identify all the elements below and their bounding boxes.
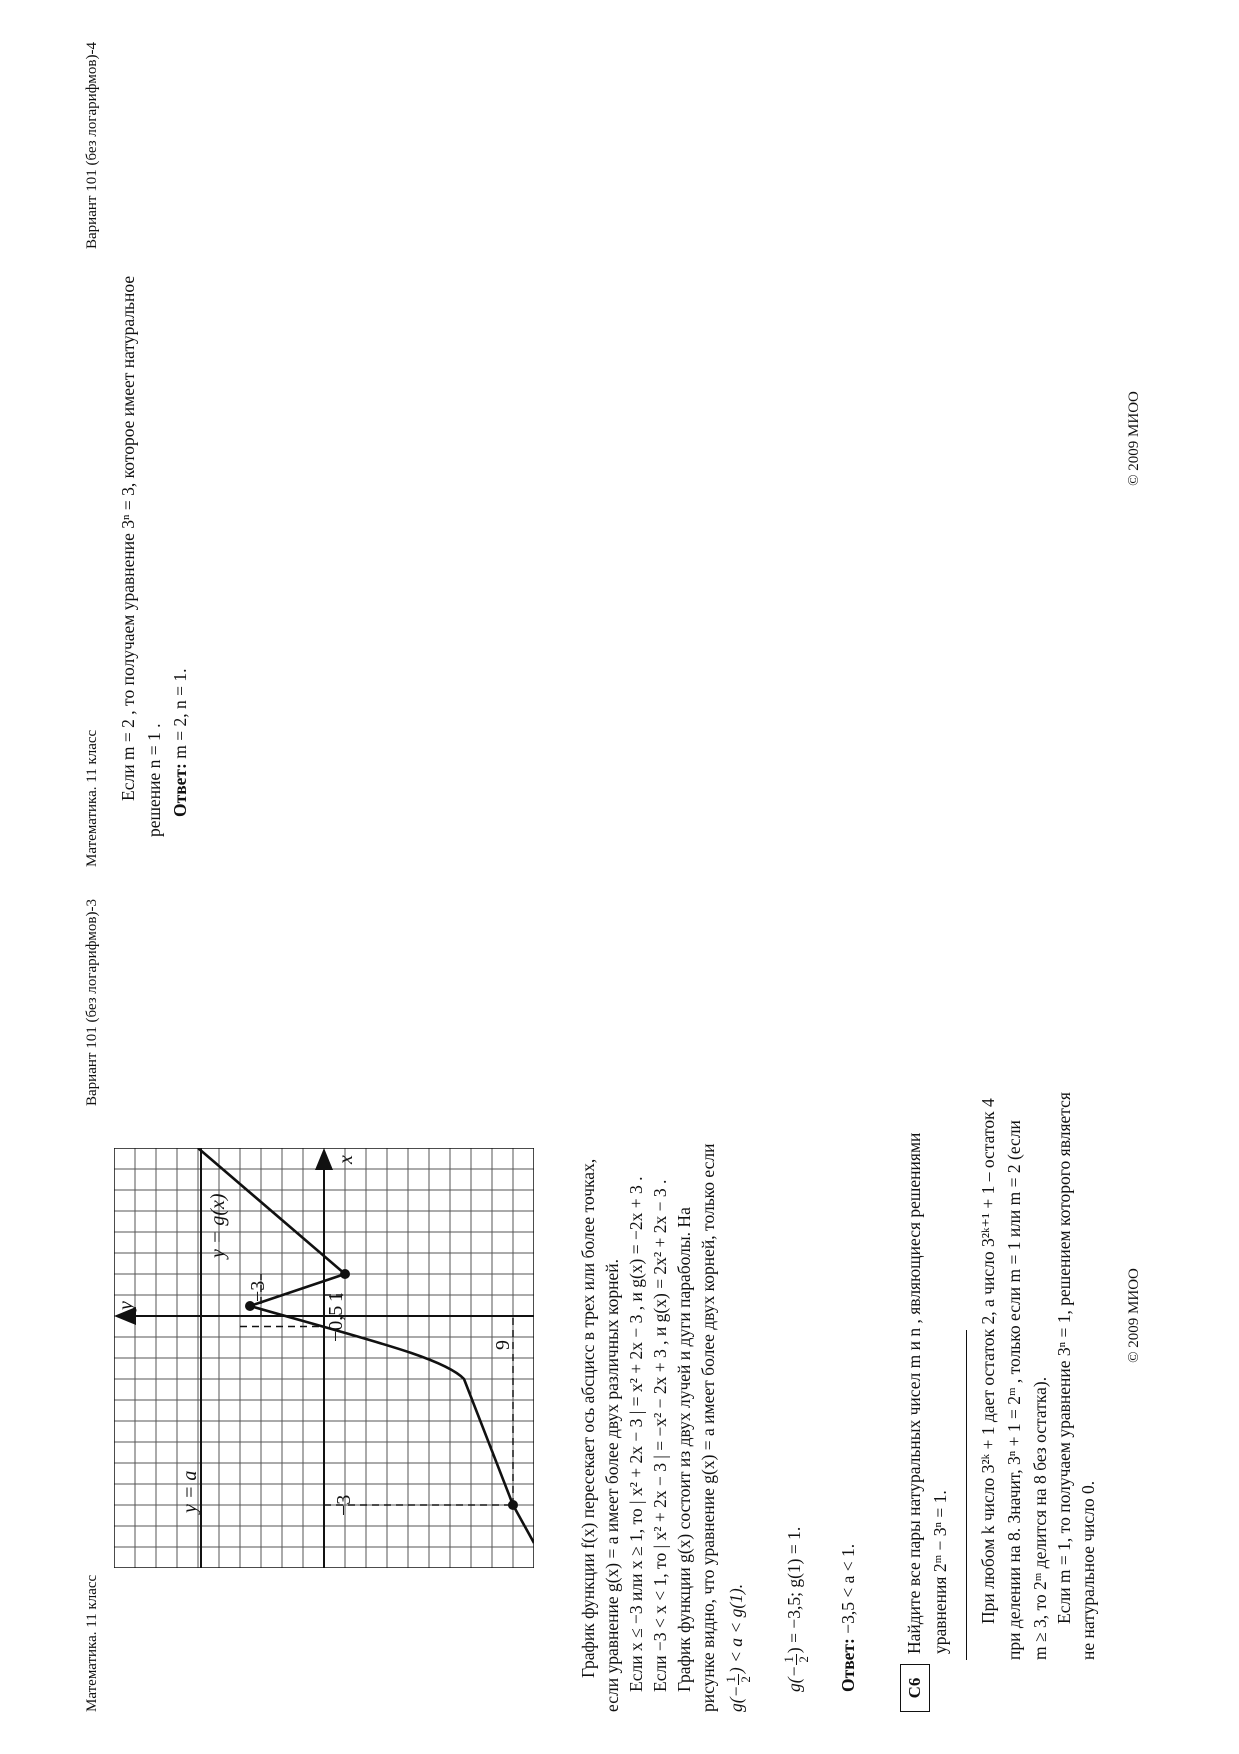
solution-line-1: График функции f(x) пересекает ось абсцисс в трех или более точках,: [578, 1158, 598, 1678]
left-header-subject: Математика. 11 класс: [84, 1574, 100, 1712]
task-label-c6: C6: [900, 1664, 930, 1712]
task-solution-line-4: Если m = 1, то получаем уравнение 3ⁿ = 1, решением которого является: [1054, 1092, 1074, 1624]
label-minus3-x: −3: [333, 1494, 355, 1516]
function-graph: [114, 1148, 534, 1568]
solution-answer: Ответ: −3,5 < a < 1.: [838, 1543, 858, 1692]
x-axis-arrow-icon: [315, 1148, 333, 1170]
solution-line-6: рисунке видно, что уравнение g(x) = a имеет более двух корней, только если: [698, 1143, 718, 1712]
label-y-equals-g: y = g(x): [207, 1193, 229, 1258]
task-c6-line-2: уравнения 2ᵐ − 3ⁿ = 1.: [930, 1490, 950, 1654]
point-1-1: [340, 1269, 350, 1279]
task-c6-line-1: Найдите все пары натуральных чисел m и n , являющиеся решениями: [904, 1132, 924, 1654]
left-page: [0, 877, 1239, 1754]
point-minus3-9: [508, 1500, 518, 1510]
task-solution-line-3: m ≥ 3, то 2ᵐ делится на 8 без остатка).: [1030, 1376, 1050, 1660]
task-solution-line-1: При любом k число 3²ᵏ + 1 дает остаток 2, а число 3²ᵏ⁺¹ + 1 – остаток 4: [978, 1098, 998, 1624]
solution-line-8: g(− 1 2 ) = −3,5; g(1) = 1.: [781, 1526, 811, 1692]
label-minus3-y: −3: [247, 1280, 269, 1302]
right-line-1: Если m = 2 , то получаем уравнение 3ⁿ = 3, которое имеет натуральное: [118, 275, 138, 801]
task-solution-line-5: не натуральное число 0.: [1078, 1480, 1098, 1660]
right-answer: Ответ: m = 2, n = 1.: [170, 668, 190, 817]
right-header-subject: Математика. 11 класс: [84, 729, 100, 867]
point-minus-half: [245, 1301, 255, 1311]
solution-line-5: График функции g(x) состоит из двух лучей и дуги параболы. На: [674, 1207, 694, 1692]
label-1: 1: [325, 1292, 347, 1302]
left-footer: © 2009 МИОО: [1126, 1268, 1142, 1363]
right-header-variant: Вариант 101 (без логарифмов)-4: [84, 42, 100, 249]
right-footer: © 2009 МИОО: [1126, 391, 1142, 486]
y-axis-label: y: [115, 1301, 137, 1310]
left-header-variant: Вариант 101 (без логарифмов)-3: [84, 899, 100, 1106]
label-y-equals-a: y = a: [179, 1470, 201, 1513]
task-solution-line-2: при делении на 8. Значит, 3ⁿ + 1 = 2ᵐ , только если m = 1 или m = 2 (если: [1004, 1120, 1024, 1660]
right-line-2: решение n = 1 .: [144, 723, 164, 837]
label-minus-half: −0,5: [325, 1305, 347, 1342]
task-divider: [966, 1330, 967, 1660]
label-9: 9: [492, 1340, 514, 1350]
solution-line-3: Если x ≤ −3 или x ≥ 1, то | x² + 2x − 3 | = x² + 2x − 3 , и g(x) = −2x + 3 .: [626, 1176, 646, 1692]
solution-line-2: если уравнение g(x) = a имеет более двух различных корней.: [602, 1259, 622, 1712]
solution-line-7: g(− 1 2 ) < a < g(1).: [723, 1583, 753, 1712]
x-axis-label: x: [335, 1155, 357, 1164]
solution-line-4: Если −3 < x < 1, то | x² + 2x − 3 | = −x² − 2x + 3 , и g(x) = 2x² + 2x − 3 .: [650, 1179, 670, 1692]
